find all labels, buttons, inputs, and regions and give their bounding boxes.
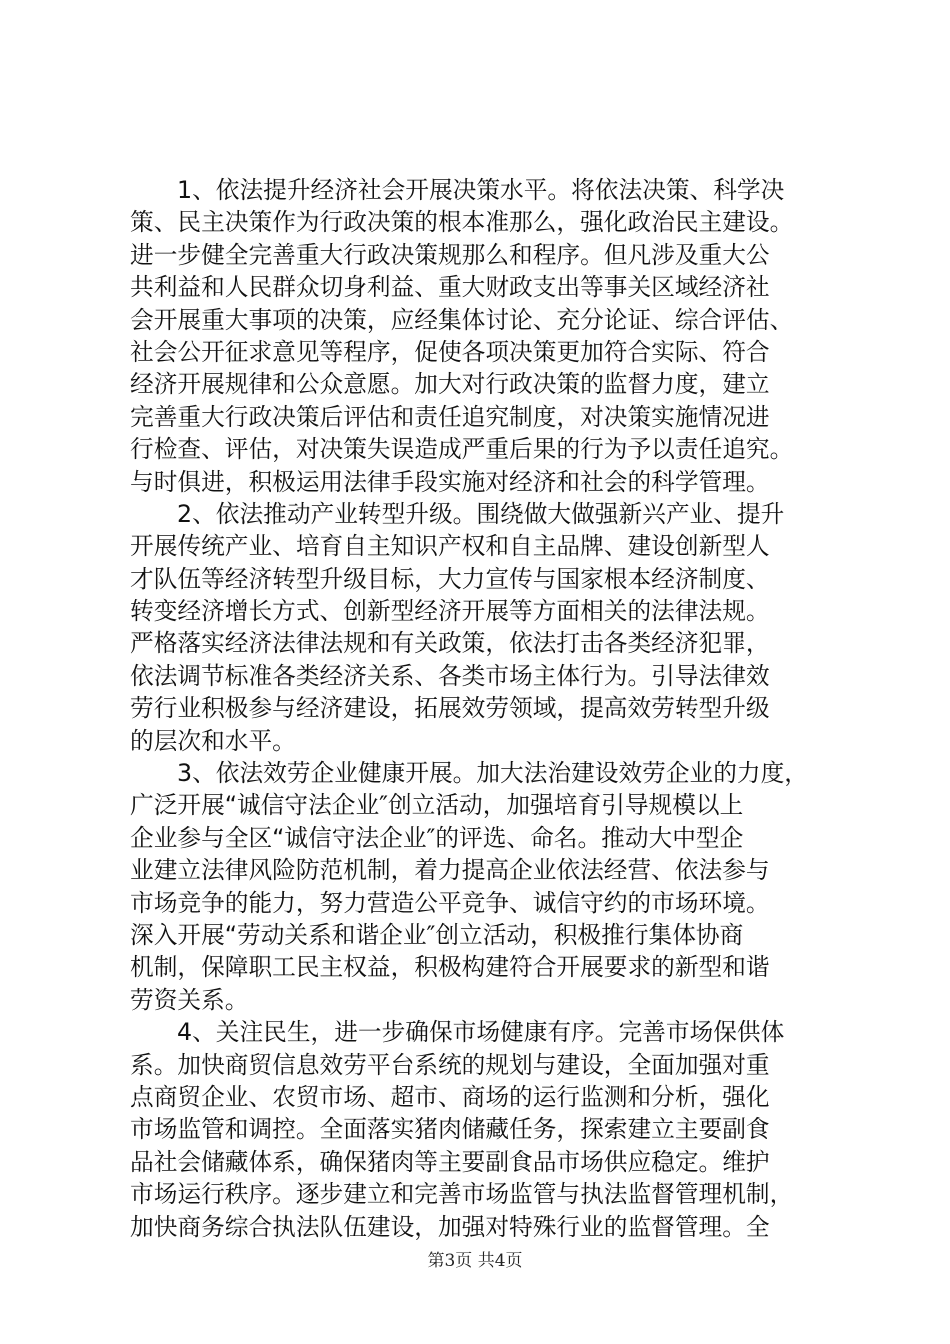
text-line: 点商贸企业、农贸市场、超市、商场的运行监测和分析，强化 (130, 1082, 770, 1111)
text-line: 业建立法律风险防范机制，着力提高企业依法经营、依法参与 (130, 856, 770, 885)
text-line: 共利益和人民群众切身利益、重大财政支出等事关区域经济社 (130, 273, 770, 302)
text-line: 加快商务综合执法队伍建设，加强对特殊行业的监督管理。全 (130, 1212, 770, 1241)
text-line: 劳资关系。 (130, 985, 249, 1014)
text-line: 深入开展“劳动关系和谐企业″创立活动，积极推行集体协商 (130, 920, 744, 949)
text-line: 才队伍等经济转型升级目标，大力宣传与国家根本经济制度、 (130, 564, 770, 593)
text-line: 3、依法效劳企业健康开展。加大法治建设效劳企业的力度， (177, 759, 808, 788)
text-line: 严格落实经济法律法规和有关政策，依法打击各类经济犯罪， (130, 629, 770, 658)
body-text (130, 174, 830, 1243)
text-line: 与时俱进，积极运用法律手段实施对经济和社会的科学管理。 (130, 467, 770, 496)
text-line: 社会公开征求意见等程序，促使各项决策更加符合实际、符合 (130, 337, 770, 366)
text-line: 开展传统产业、培育自主知识产权和自主品牌、建设创新型人 (130, 532, 770, 561)
text-line: 企业参与全区“诚信守法企业″的评选、命名。推动大中型企 (130, 823, 744, 852)
text-line: 机制，保障职工民主权益，积极构建符合开展要求的新型和谐 (130, 953, 770, 982)
text-line: 的层次和水平。 (130, 726, 296, 755)
text-line: 会开展重大事项的决策，应经集体讨论、充分论证、综合评估、 (130, 305, 794, 334)
text-line: 策、民主决策作为行政决策的根本准那么，强化政治民主建设。 (130, 208, 794, 237)
text-line: 4、关注民生，进一步确保市场健康有序。完善市场保供体 (177, 1018, 785, 1047)
text-line: 广泛开展“诚信守法企业″创立活动，加强培育引导规模以上 (130, 791, 744, 820)
text-line: 经济开展规律和公众意愿。加大对行政决策的监督力度，建立 (130, 370, 770, 399)
page-footer: 第3页 共4页 (427, 1251, 523, 1271)
text-line: 依法调节标准各类经济关系、各类市场主体行为。引导法律效 (130, 661, 770, 690)
text-line: 品社会储藏体系，确保猪肉等主要副食品市场供应稳定。维护 (130, 1147, 770, 1176)
text-line: 行检查、评估，对决策失误造成严重后果的行为予以责任追究。 (130, 435, 794, 464)
text-line: 完善重大行政决策后评估和责任追究制度，对决策实施情况进 (130, 402, 770, 431)
text-line: 2、依法推动产业转型升级。围绕做大做强新兴产业、提升 (177, 499, 785, 528)
text-line: 转变经济增长方式、创新型经济开展等方面相关的法律法规。 (130, 597, 770, 626)
text-line: 市场运行秩序。逐步建立和完善市场监管与执法监督管理机制， (130, 1180, 794, 1209)
text-line: 1、依法提升经济社会开展决策水平。将依法决策、科学决 (177, 176, 785, 204)
text-line: 进一步健全完善重大行政决策规那么和程序。但凡涉及重大公 (130, 240, 770, 269)
text-line: 劳行业积极参与经济建设，拓展效劳领域，提高效劳转型升级 (130, 694, 770, 723)
text-line: 市场竞争的能力，努力营造公平竞争、诚信守约的市场环境。 (130, 888, 770, 917)
text-line: 市场监管和调控。全面落实猪肉储藏任务，探索建立主要副食 (130, 1115, 770, 1144)
text-line: 系。加快商贸信息效劳平台系统的规划与建设，全面加强对重 (130, 1050, 770, 1079)
